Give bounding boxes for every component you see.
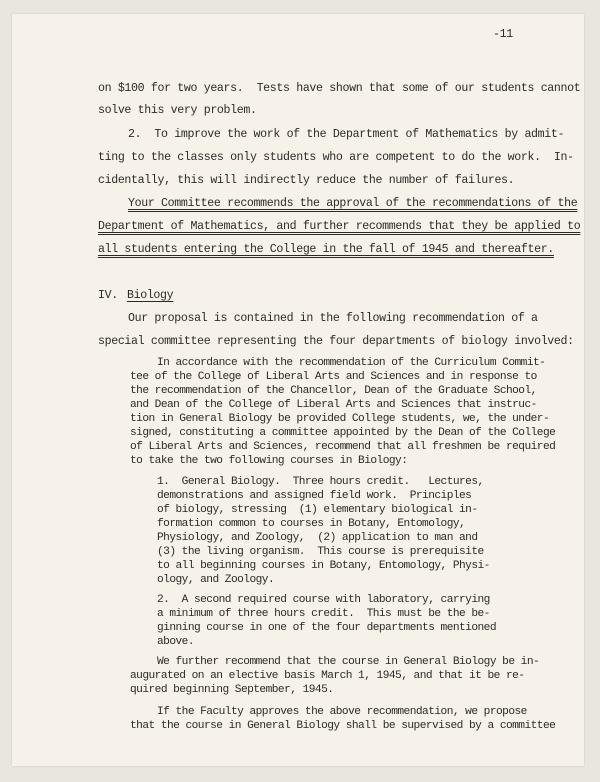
quote-item-1-line-5: Physiology, and Zoology, (2) application to man and xyxy=(157,532,478,544)
quote-para-1-line-3: the recommendation of the Chancellor, Dean of the Graduate School, xyxy=(130,385,537,397)
recommendation-line-2: Department of Mathematics, and further recommends that they be applied to xyxy=(98,220,581,233)
section-numeral: IV. xyxy=(98,289,118,302)
recommendation-line-1: Your Committee recommends the approval of the recommendations of the xyxy=(128,197,578,210)
section-intro-line-2: special committee representing the four departments of biology involved: xyxy=(98,335,574,348)
quote-para-1-line-1: In accordance with the recommendation of the Curriculum Commit- xyxy=(157,357,546,369)
quote-para-1-line-7: of Liberal Arts and Sciences, recommend that all freshmen be required xyxy=(130,441,556,453)
quote-para-2-line-1: We further recommend that the course in General Biology be in- xyxy=(157,656,540,668)
quote-item-2-line-2: a minimum of three hours credit. This must be the be- xyxy=(157,608,490,620)
quote-item-1-line-1: 1. General Biology. Three hours credit. Lectures, xyxy=(157,476,484,488)
quote-item-1-line-8: ology, and Zoology. xyxy=(157,574,275,586)
recommendation-line-3: all students entering the College in the fall of 1945 and thereafter. xyxy=(98,243,554,256)
section-intro-line-1: Our proposal is contained in the following recommendation of a xyxy=(128,312,538,325)
paragraph-2-line-1: 2. To improve the work of the Department of Mathematics by admit- xyxy=(128,128,565,141)
quote-para-3-line-2: that the course in General Biology shall be supervised by a committee xyxy=(130,720,556,732)
paragraph-2-line-2: ting to the classes only students who are competent to do the work. In- xyxy=(98,151,574,164)
quote-item-2-line-3: ginning course in one of the four departments mentioned xyxy=(157,622,496,634)
quote-para-3-line-1: If the Faculty approves the above recommendation, we propose xyxy=(157,706,527,718)
quote-para-1-line-2: tee of the College of Liberal Arts and Sciences and in response to xyxy=(130,371,537,383)
quote-item-2-line-1: 2. A second required course with laboratory, carrying xyxy=(157,594,490,606)
paragraph-1-line-2: solve this very problem. xyxy=(98,104,257,117)
quote-item-1-line-3: of biology, stressing (1) elementary biological in- xyxy=(157,504,478,516)
quote-para-2-line-2: augurated on an elective basis March 1, 1945, and that it be re- xyxy=(130,670,525,682)
quote-item-2-line-4: above. xyxy=(157,636,194,648)
quote-para-1-line-4: and Dean of the College of Liberal Arts and Sciences that instruc- xyxy=(130,399,537,411)
paragraph-1-line-1: on $100 for two years. Tests have shown that some of our students cannot xyxy=(98,82,581,95)
quote-item-1-line-2: demonstrations and assigned field work. Principles xyxy=(157,490,472,502)
document-page xyxy=(12,14,584,766)
section-heading: Biology xyxy=(127,289,174,302)
paragraph-2-line-3: cidentally, this will indirectly reduce the number of failures. xyxy=(98,174,515,187)
page-number: -11 xyxy=(493,28,513,41)
quote-para-1-line-8: to take the two following courses in Biology: xyxy=(130,455,408,467)
quote-para-2-line-3: quired beginning September, 1945. xyxy=(130,684,334,696)
quote-item-1-line-6: (3) the living organism. This course is prerequisite xyxy=(157,546,484,558)
quote-para-1-line-5: tion in General Biology be provided College students, we, the under- xyxy=(130,413,550,425)
quote-item-1-line-4: formation common to courses in Botany, Entomology, xyxy=(157,518,466,530)
quote-item-1-line-7: to all beginning courses in Botany, Entomology, Physi- xyxy=(157,560,490,572)
quote-para-1-line-6: signed, constituting a committee appointed by the Dean of the College xyxy=(130,427,556,439)
